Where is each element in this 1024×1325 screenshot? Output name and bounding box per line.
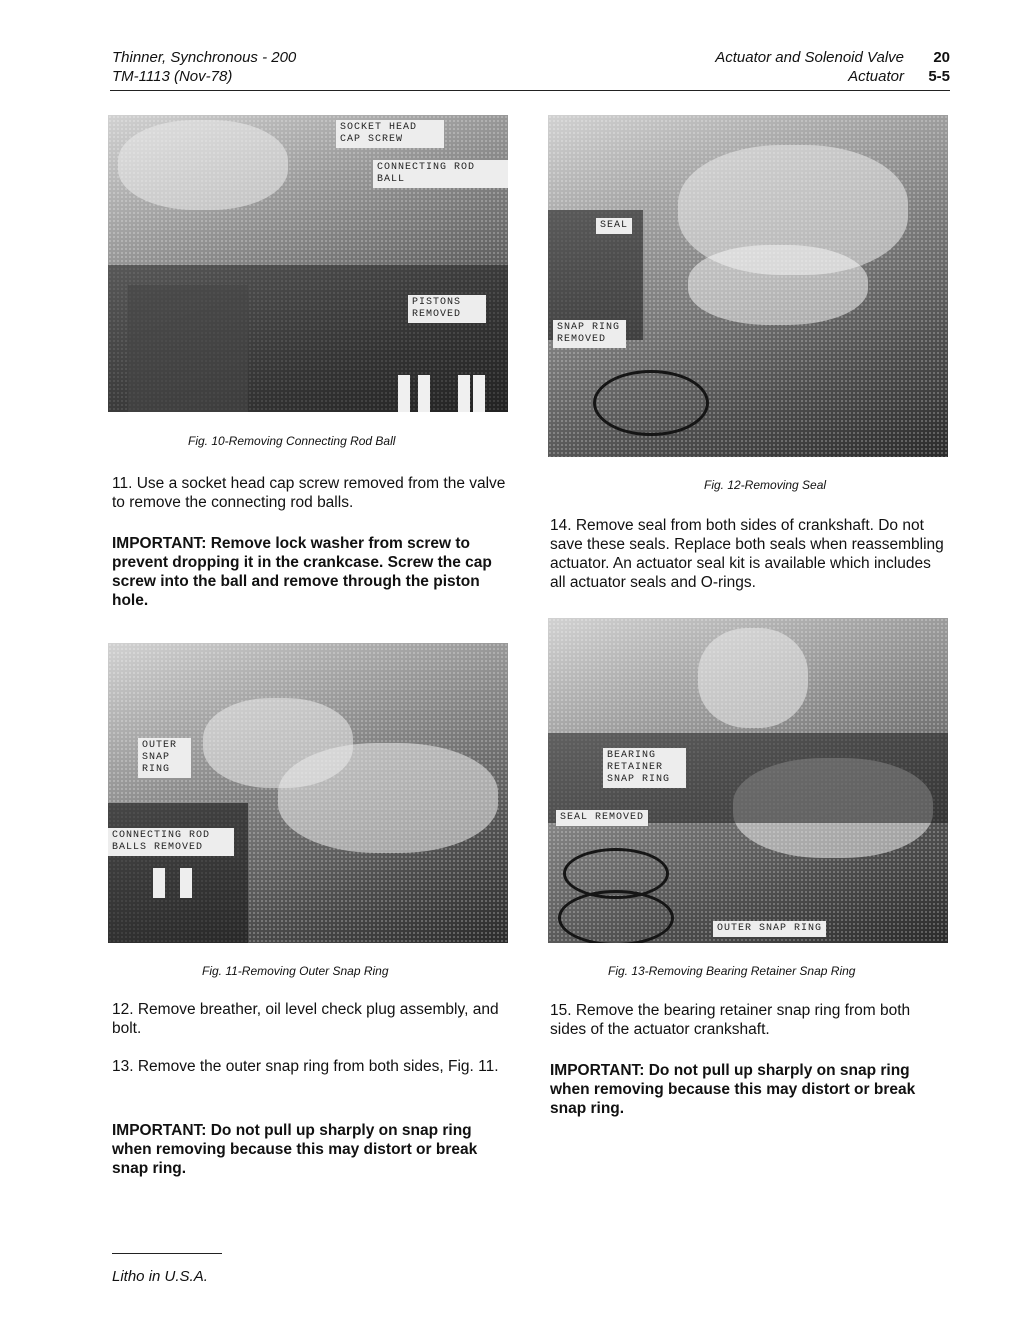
figure-label: BEARING RETAINER SNAP RING: [603, 748, 686, 788]
figure-12-caption: Fig. 12-Removing Seal: [704, 478, 827, 492]
header-subsection-line: [715, 67, 950, 86]
step-15-text: 15. Remove the bearing retainer snap ring from both sides of the actuator crankshaft.: [550, 1002, 911, 1038]
running-header-left: [112, 48, 296, 86]
header-subsection-title: Actuator: [848, 68, 904, 85]
figure-13-caption: Fig. 13-Removing Bearing Retainer Snap Ring: [608, 964, 856, 978]
figure-10-photo: [108, 115, 508, 412]
figure-11-caption: Fig. 11-Removing Outer Snap Ring: [202, 964, 389, 978]
figure-label: SOCKET HEAD CAP SCREW: [336, 120, 444, 148]
step-11-text: 11. Use a socket head cap screw removed from the valve to remove the connecting rod balls.: [112, 475, 506, 511]
figure-label: SEAL REMOVED: [556, 810, 648, 826]
header-doc-id: TM-1113 (Nov-78): [112, 68, 233, 85]
figure-label: SNAP RING REMOVED: [553, 320, 626, 348]
header-section-line: [715, 48, 950, 67]
important-note-15: IMPORTANT: Do not pull up sharply on snap ring when removing because this may distort or break snap ring.: [550, 1062, 916, 1117]
figure-label: CONNECTING ROD BALL: [373, 160, 508, 188]
figure-label: OUTER SNAP RING: [713, 921, 826, 937]
footer-rule: [112, 1253, 222, 1254]
important-note-13: IMPORTANT: Do not pull up sharply on snap ring when removing because this may distort or break snap ring.: [112, 1122, 478, 1177]
step-12-text: 12. Remove breather, oil level check plug assembly, and bolt.: [112, 1001, 499, 1037]
header-section-number: 20: [933, 49, 950, 66]
step-13-text: 13. Remove the outer snap ring from both sides, Fig. 11.: [112, 1058, 499, 1075]
header-section-title: Actuator and Solenoid Valve: [715, 49, 904, 66]
footer-imprint: Litho in U.S.A.: [112, 1268, 208, 1285]
figure-label: CONNECTING ROD BALLS REMOVED: [108, 828, 234, 856]
figure-10-caption: Fig. 10-Removing Connecting Rod Ball: [188, 434, 396, 448]
figure-13-photo: [548, 618, 948, 943]
figure-label: SEAL: [596, 218, 632, 234]
running-header-right: [715, 48, 950, 86]
header-rule: [110, 90, 950, 91]
important-note-11: IMPORTANT: Remove lock washer from screw to prevent dropping it in the crankcase. Screw the cap screw into the ball and remove through the piston hole.: [112, 535, 492, 609]
header-title: Thinner, Synchronous - 200: [112, 49, 297, 66]
figure-12-photo: [548, 115, 948, 457]
figure-label: PISTONS REMOVED: [408, 295, 486, 323]
figure-11-photo: [108, 643, 508, 943]
step-14-text: 14. Remove seal from both sides of crankshaft. Do not save these seals. Replace both seals when reassembling actuator. An actuator seal kit is available which includes all actuator seals and O-rings.: [550, 517, 944, 591]
header-page-number: 5-5: [928, 68, 950, 85]
figure-label: OUTER SNAP RING: [138, 738, 191, 778]
